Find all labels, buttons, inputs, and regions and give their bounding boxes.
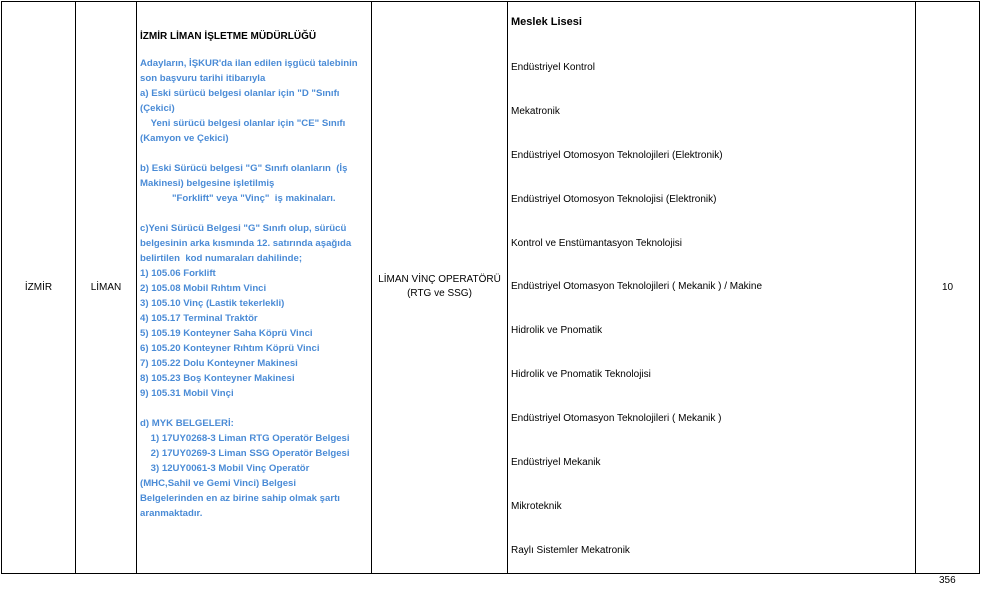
qualification-line: 8) 105.23 Boş Konteyner Makinesi [140, 373, 295, 384]
qualification-line: (Kamyon ve Çekici) [140, 133, 229, 144]
page-number: 356 [939, 575, 956, 586]
education-item: Endüstriyel Otomasyon Teknolojileri ( Mekanik ) / Makine [511, 281, 763, 293]
qualification-line: (MHC,Sahil ve Gemi Vinci) Belgesi [140, 478, 297, 489]
paragraph-c [140, 221, 367, 401]
qualification-line: (Çekici) [140, 103, 175, 114]
qualification-line: 2) 17UY0269-3 Liman SSG Operatör Belgesi [140, 448, 350, 459]
education-item: Raylı Sistemler Mekatronik [511, 544, 630, 556]
qualification-line: 1) 105.06 Forklift [140, 268, 216, 279]
qualification-line: 3) 105.10 Vinç (Lastik tekerlekli) [140, 298, 285, 309]
qualification-line: 1) 17UY0268-3 Liman RTG Operatör Belgesi [140, 433, 350, 444]
education-item: Endüstriyel Mekanik [511, 457, 601, 469]
qualification-line: Yeni sürücü belgesi olanlar için "CE" Sınıfı [140, 118, 346, 129]
qualification-line: Makinesi) belgesine işletilmiş [140, 178, 275, 189]
qualifications-title: İZMİR LİMAN İŞLETME MÜDÜRLÜĞÜ [140, 31, 317, 42]
education-cell [508, 2, 916, 574]
qualification-line: 6) 105.20 Konteyner Rıhtım Köprü Vinci [140, 343, 320, 354]
education-item: Kontrol ve Enstümantasyon Teknolojisi [511, 237, 683, 249]
occupation-cell [372, 2, 508, 574]
job-table [1, 1, 980, 574]
qualification-line: c)Yeni Sürücü Belgesi "G" Sınıfı olup, sürücü [140, 223, 347, 234]
education-item: Endüstriyel Otomasyon Teknolojileri ( Mekanik ) [511, 413, 722, 425]
paragraph-a [140, 56, 367, 146]
education-item: Mikroteknik [511, 500, 562, 512]
education-heading: Meslek Lisesi [511, 16, 582, 28]
education-item: Endüstriyel Otomosyon Teknolojileri (Elektronik) [511, 149, 723, 161]
count-text: 10 [941, 281, 954, 293]
paragraph-d [140, 416, 367, 521]
qualification-line: 5) 105.19 Konteyner Saha Köprü Vinci [140, 328, 313, 339]
qualification-line: Adayların, İŞKUR'da ilan edilen işgücü talebinin [140, 58, 358, 69]
qualification-line: 9) 105.31 Mobil Vinçi [140, 388, 234, 399]
education-item: Endüstriyel Otomosyon Teknolojisi (Elektronik) [511, 193, 717, 205]
qualifications-block [137, 2, 371, 521]
province-text: İZMİR [24, 281, 53, 293]
education-item: Hidrolik ve Pnomatik Teknolojisi [511, 369, 651, 381]
qualification-line: d) MYK BELGELERİ: [140, 418, 234, 429]
unit-text: LİMAN [90, 281, 122, 293]
paragraph-b [140, 161, 367, 206]
qualification-line: 2) 105.08 Mobil Rıhtım Vinci [140, 283, 267, 294]
province-cell [2, 2, 76, 574]
education-item: Mekatronik [511, 105, 560, 117]
qualifications-cell [137, 2, 372, 574]
qualification-line: Belgelerinden en az birine sahip olmak şartı [140, 493, 340, 504]
education-item: Hidrolik ve Pnomatik [511, 325, 603, 337]
qualification-line: 7) 105.22 Dolu Konteyner Makinesi [140, 358, 298, 369]
occupation-title: LİMAN VİNÇ OPERATÖRÜ [378, 274, 501, 286]
count-cell [916, 2, 980, 574]
qualification-line: a) Eski sürücü belgesi olanlar için "D "Sınıfı [140, 88, 340, 99]
qualification-line: "Forklift" veya "Vinç" iş makinaları. [140, 193, 336, 204]
qualification-line: belirtilen kod numaraları dahilinde; [140, 253, 303, 264]
education-list [508, 46, 915, 573]
education-item: Endüstriyel Kontrol [511, 62, 595, 73]
qualification-line: b) Eski Sürücü belgesi "G" Sınıfı olanların (İş [140, 163, 348, 174]
unit-cell [76, 2, 137, 574]
qualification-line: son başvuru tarihi itibarıyla [140, 73, 266, 84]
qualification-line: 3) 12UY0061-3 Mobil Vinç Operatör [140, 463, 310, 474]
qualification-line: 4) 105.17 Terminal Traktör [140, 313, 258, 324]
occupation-subtitle: (RTG ve SSG) [407, 288, 472, 300]
qualification-line: belgesinin arka kısmında 12. satırında aşağıda [140, 238, 352, 249]
table-row [2, 2, 980, 574]
qualification-line: aranmaktadır. [140, 508, 203, 519]
